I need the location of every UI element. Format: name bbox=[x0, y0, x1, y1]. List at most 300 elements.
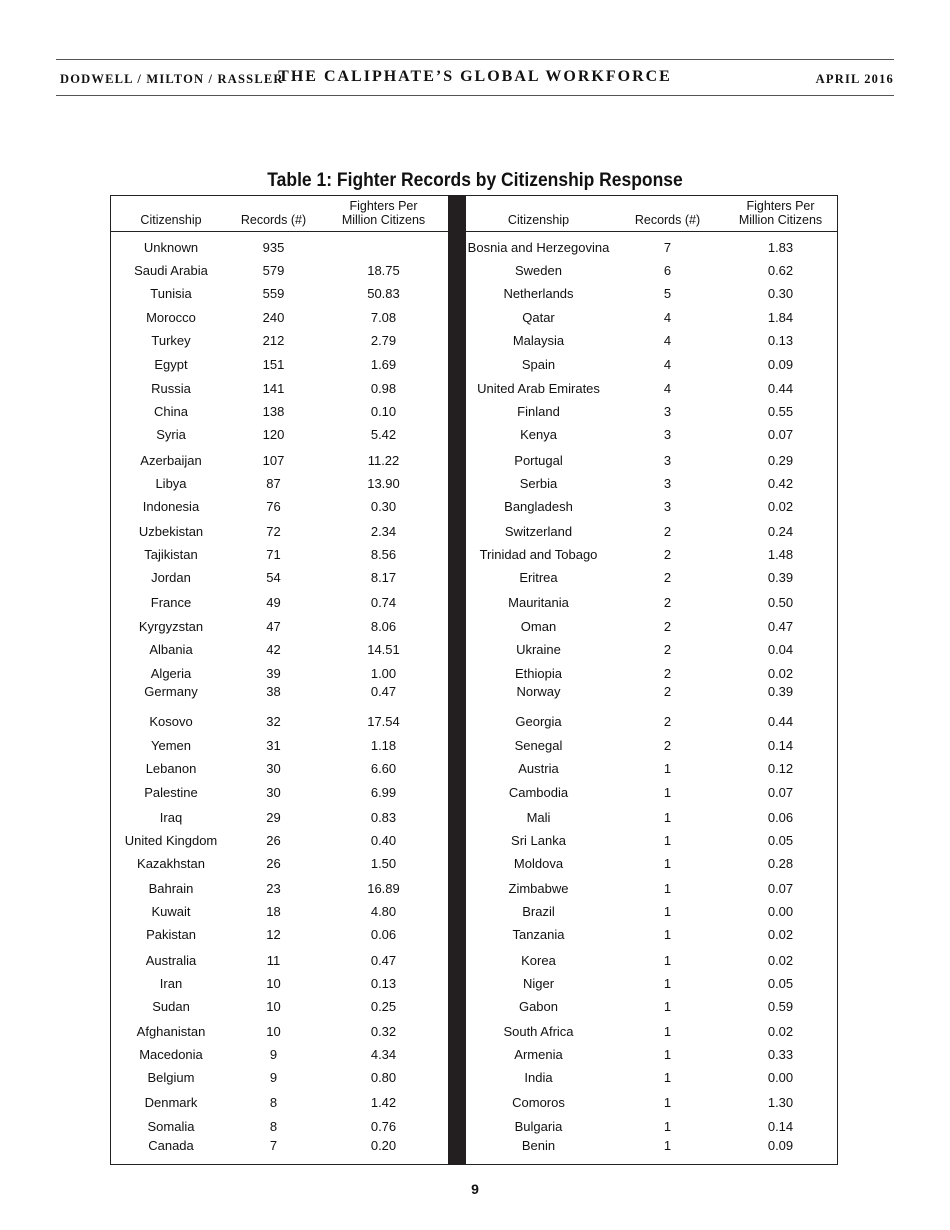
cell-fighters-per-million: 50.83 bbox=[367, 286, 400, 301]
cell-fighters-per-million: 6.60 bbox=[370, 761, 397, 776]
cell-citizenship: Cambodia bbox=[508, 785, 569, 800]
cell-fighters-per-million: 6.99 bbox=[370, 785, 397, 800]
cell-fighters-per-million: 4.34 bbox=[370, 1047, 397, 1062]
cell-fighters-per-million: 7.08 bbox=[370, 310, 397, 325]
cell-citizenship: Bulgaria bbox=[514, 1119, 563, 1134]
cell-fighters-per-million: 0.47 bbox=[767, 619, 794, 634]
table-row bbox=[111, 357, 450, 375]
cell-citizenship: Portugal bbox=[514, 453, 563, 468]
cell-fighters-per-million: 0.40 bbox=[370, 833, 397, 848]
table-row bbox=[465, 1138, 837, 1156]
cell-fighters-per-million: 0.07 bbox=[767, 785, 794, 800]
table-row bbox=[465, 1095, 837, 1113]
header-top-rule bbox=[56, 59, 894, 60]
table-row bbox=[465, 570, 837, 588]
cell-records: 18 bbox=[266, 904, 281, 919]
table-row bbox=[465, 976, 837, 994]
cell-fighters-per-million: 1.30 bbox=[767, 1095, 794, 1110]
cell-fighters-per-million: 2.34 bbox=[370, 524, 397, 539]
cell-fighters-per-million: 0.25 bbox=[370, 999, 397, 1014]
cell-citizenship: Switzerland bbox=[504, 524, 573, 539]
cell-fighters-per-million: 13.90 bbox=[367, 476, 400, 491]
cell-citizenship: Denmark bbox=[144, 1095, 198, 1110]
cell-records: 120 bbox=[262, 427, 285, 442]
cell-fighters-per-million: 0.33 bbox=[767, 1047, 794, 1062]
cell-fighters-per-million: 0.07 bbox=[767, 427, 794, 442]
table-row bbox=[111, 286, 450, 304]
header-date: APRIL 2016 bbox=[815, 72, 894, 86]
cell-fighters-per-million: 0.42 bbox=[767, 476, 794, 491]
table-row bbox=[111, 1024, 450, 1042]
cell-records: 1 bbox=[663, 953, 672, 968]
header-bottom-rule bbox=[56, 95, 894, 96]
cell-records: 26 bbox=[266, 856, 281, 871]
cell-records: 3 bbox=[663, 476, 672, 491]
cell-records: 3 bbox=[663, 427, 672, 442]
table-row bbox=[465, 904, 837, 922]
cell-records: 559 bbox=[262, 286, 285, 301]
cell-citizenship: Turkey bbox=[151, 333, 191, 348]
cell-citizenship: South Africa bbox=[503, 1024, 574, 1039]
cell-fighters-per-million: 18.75 bbox=[367, 263, 400, 278]
table-row bbox=[465, 499, 837, 517]
cell-citizenship: Benin bbox=[521, 1138, 556, 1153]
cell-records: 212 bbox=[262, 333, 285, 348]
cell-fighters-per-million: 14.51 bbox=[367, 642, 400, 657]
table-row bbox=[111, 595, 450, 613]
cell-citizenship: Unknown bbox=[143, 240, 199, 255]
table-row bbox=[111, 999, 450, 1017]
table-row bbox=[111, 427, 450, 445]
cell-records: 2 bbox=[663, 738, 672, 753]
cell-fighters-per-million: 0.14 bbox=[767, 738, 794, 753]
cell-records: 54 bbox=[266, 570, 281, 585]
cell-citizenship: Bangladesh bbox=[504, 499, 573, 514]
table-row bbox=[465, 1047, 837, 1065]
cell-citizenship: Algeria bbox=[150, 666, 192, 681]
cell-records: 141 bbox=[262, 381, 285, 396]
cell-records: 1 bbox=[663, 976, 672, 991]
cell-records: 29 bbox=[266, 810, 281, 825]
table-row bbox=[111, 1047, 450, 1065]
cell-records: 9 bbox=[269, 1047, 278, 1062]
cell-citizenship: Trinidad and Tobago bbox=[479, 547, 598, 562]
table-row bbox=[111, 684, 450, 702]
header-title: THE CALIPHATE’S GLOBAL WORKFORCE bbox=[278, 68, 672, 85]
table-row bbox=[111, 404, 450, 422]
cell-records: 32 bbox=[266, 714, 281, 729]
cell-citizenship: Australia bbox=[145, 953, 197, 968]
table-row bbox=[111, 714, 450, 732]
cell-citizenship: Morocco bbox=[146, 310, 196, 325]
cell-records: 1 bbox=[663, 904, 672, 919]
cell-records: 71 bbox=[266, 547, 281, 562]
cell-records: 2 bbox=[663, 666, 672, 681]
cell-fighters-per-million: 0.80 bbox=[370, 1070, 397, 1085]
cell-citizenship: Gabon bbox=[518, 999, 559, 1014]
cell-citizenship: Sri Lanka bbox=[511, 833, 566, 848]
cell-records: 3 bbox=[663, 499, 672, 514]
cell-citizenship: Saudi Arabia bbox=[134, 263, 208, 278]
cell-fighters-per-million: 0.50 bbox=[767, 595, 794, 610]
table-row bbox=[465, 666, 837, 684]
cell-citizenship: Spain bbox=[521, 357, 556, 372]
table-row bbox=[111, 904, 450, 922]
table-row bbox=[111, 619, 450, 637]
table-row bbox=[465, 357, 837, 375]
table-left-panel bbox=[110, 195, 450, 1165]
cell-citizenship: Qatar bbox=[522, 310, 555, 325]
cell-fighters-per-million: 8.06 bbox=[370, 619, 397, 634]
cell-fighters-per-million: 0.47 bbox=[370, 953, 397, 968]
cell-records: 76 bbox=[266, 499, 281, 514]
cell-citizenship: Moldova bbox=[513, 856, 564, 871]
table-row bbox=[111, 881, 450, 899]
table-row bbox=[111, 547, 450, 565]
table-row bbox=[465, 785, 837, 803]
cell-fighters-per-million: 0.32 bbox=[370, 1024, 397, 1039]
cell-citizenship: China bbox=[154, 404, 188, 419]
cell-citizenship: India bbox=[524, 1070, 553, 1085]
cell-citizenship: Lebanon bbox=[145, 761, 197, 776]
cell-citizenship: Afghanistan bbox=[136, 1024, 206, 1039]
col-header-records: Records (#) bbox=[634, 213, 701, 227]
cell-fighters-per-million: 1.42 bbox=[370, 1095, 397, 1110]
cell-records: 30 bbox=[266, 761, 281, 776]
cell-citizenship: Mauritania bbox=[508, 595, 569, 610]
table-row bbox=[465, 1024, 837, 1042]
cell-citizenship: Somalia bbox=[147, 1119, 195, 1134]
cell-records: 4 bbox=[663, 357, 672, 372]
table-row bbox=[465, 619, 837, 637]
cell-records: 1 bbox=[663, 999, 672, 1014]
table-row bbox=[111, 1119, 450, 1137]
table-row bbox=[111, 499, 450, 517]
cell-records: 72 bbox=[266, 524, 281, 539]
cell-records: 5 bbox=[663, 286, 672, 301]
cell-records: 1 bbox=[663, 1095, 672, 1110]
cell-fighters-per-million: 0.74 bbox=[370, 595, 397, 610]
table-row bbox=[465, 263, 837, 281]
cell-citizenship: Malaysia bbox=[512, 333, 565, 348]
cell-citizenship: Sudan bbox=[152, 999, 190, 1014]
cell-citizenship: Kazakhstan bbox=[137, 856, 205, 871]
cell-records: 4 bbox=[663, 381, 672, 396]
cell-citizenship: Austria bbox=[518, 761, 559, 776]
cell-fighters-per-million: 0.09 bbox=[767, 1138, 794, 1153]
table-title: Table 1: Fighter Records by Citizenship Response bbox=[267, 170, 683, 191]
cell-fighters-per-million: 8.17 bbox=[370, 570, 397, 585]
cell-citizenship: France bbox=[150, 595, 192, 610]
cell-fighters-per-million: 0.13 bbox=[767, 333, 794, 348]
header-authors: DODWELL / MILTON / RASSLER bbox=[60, 72, 284, 86]
cell-records: 1 bbox=[663, 810, 672, 825]
cell-records: 12 bbox=[266, 927, 281, 942]
table-row bbox=[111, 833, 450, 851]
cell-fighters-per-million: 0.47 bbox=[370, 684, 397, 699]
table-row bbox=[111, 785, 450, 803]
cell-records: 2 bbox=[663, 684, 672, 699]
cell-records: 11 bbox=[266, 953, 281, 968]
cell-fighters-per-million: 8.56 bbox=[370, 547, 397, 562]
cell-records: 1 bbox=[663, 1070, 672, 1085]
cell-citizenship: Tanzania bbox=[512, 927, 565, 942]
cell-fighters-per-million: 0.83 bbox=[370, 810, 397, 825]
cell-citizenship: Indonesia bbox=[142, 499, 200, 514]
cell-records: 39 bbox=[266, 666, 281, 681]
table-row bbox=[111, 240, 450, 258]
column-divider bbox=[448, 195, 466, 1165]
cell-records: 1 bbox=[663, 881, 672, 896]
table-row bbox=[111, 453, 450, 471]
cell-fighters-per-million: 16.89 bbox=[367, 881, 400, 896]
cell-records: 26 bbox=[266, 833, 281, 848]
cell-records: 1 bbox=[663, 1047, 672, 1062]
cell-records: 3 bbox=[663, 404, 672, 419]
table-row bbox=[465, 684, 837, 702]
table-row bbox=[465, 833, 837, 851]
cell-records: 47 bbox=[266, 619, 281, 634]
cell-records: 6 bbox=[663, 263, 672, 278]
cell-fighters-per-million: 0.39 bbox=[767, 684, 794, 699]
cell-citizenship: Tunisia bbox=[150, 286, 192, 301]
cell-fighters-per-million: 0.28 bbox=[767, 856, 794, 871]
cell-citizenship: Kosovo bbox=[149, 714, 193, 729]
table-row bbox=[111, 476, 450, 494]
cell-fighters-per-million: 11.22 bbox=[367, 453, 400, 468]
column-header-row bbox=[111, 196, 450, 232]
cell-citizenship: Egypt bbox=[154, 357, 188, 372]
table-row bbox=[465, 240, 837, 258]
cell-citizenship: United Arab Emirates bbox=[477, 381, 600, 396]
cell-records: 240 bbox=[262, 310, 285, 325]
cell-citizenship: Finland bbox=[517, 404, 560, 419]
cell-citizenship: Bahrain bbox=[148, 881, 194, 896]
cell-fighters-per-million: 1.84 bbox=[767, 310, 794, 325]
cell-records: 10 bbox=[266, 1024, 281, 1039]
cell-fighters-per-million: 0.44 bbox=[767, 381, 794, 396]
cell-fighters-per-million: 0.12 bbox=[767, 761, 794, 776]
cell-citizenship: Norway bbox=[516, 684, 561, 699]
cell-fighters-per-million: 0.02 bbox=[767, 666, 794, 681]
cell-records: 107 bbox=[262, 453, 285, 468]
table-row bbox=[111, 310, 450, 328]
table-row bbox=[111, 810, 450, 828]
cell-fighters-per-million: 0.14 bbox=[767, 1119, 794, 1134]
cell-citizenship: Niger bbox=[522, 976, 555, 991]
cell-records: 7 bbox=[663, 240, 672, 255]
cell-citizenship: Syria bbox=[156, 427, 186, 442]
cell-citizenship: Iran bbox=[159, 976, 183, 991]
table-row bbox=[465, 404, 837, 422]
cell-records: 2 bbox=[663, 714, 672, 729]
table-row bbox=[465, 927, 837, 945]
cell-fighters-per-million: 0.62 bbox=[767, 263, 794, 278]
table-row bbox=[465, 453, 837, 471]
cell-citizenship: Albania bbox=[149, 642, 193, 657]
cell-citizenship: Ukraine bbox=[516, 642, 561, 657]
table-row bbox=[111, 263, 450, 281]
cell-records: 579 bbox=[262, 263, 285, 278]
cell-citizenship: Eritrea bbox=[519, 570, 558, 585]
col-header-citizenship: Citizenship bbox=[507, 213, 570, 227]
cell-records: 138 bbox=[262, 404, 285, 419]
cell-records: 3 bbox=[663, 453, 672, 468]
cell-citizenship: Kuwait bbox=[151, 904, 191, 919]
table-row bbox=[111, 976, 450, 994]
cell-records: 4 bbox=[663, 333, 672, 348]
cell-citizenship: Uzbekistan bbox=[138, 524, 204, 539]
cell-fighters-per-million: 0.00 bbox=[767, 1070, 794, 1085]
cell-citizenship: Iraq bbox=[159, 810, 183, 825]
cell-fighters-per-million: 1.18 bbox=[370, 738, 397, 753]
cell-fighters-per-million: 0.02 bbox=[767, 1024, 794, 1039]
table-row bbox=[465, 810, 837, 828]
cell-citizenship: Germany bbox=[144, 684, 198, 699]
cell-citizenship: United Kingdom bbox=[124, 833, 218, 848]
table-row bbox=[465, 714, 837, 732]
cell-citizenship: Oman bbox=[520, 619, 557, 634]
cell-records: 2 bbox=[663, 595, 672, 610]
cell-citizenship: Libya bbox=[155, 476, 187, 491]
table-row bbox=[111, 738, 450, 756]
table-right-panel bbox=[465, 195, 838, 1165]
cell-citizenship: Mali bbox=[526, 810, 551, 825]
cell-records: 10 bbox=[266, 976, 281, 991]
cell-records: 2 bbox=[663, 524, 672, 539]
cell-records: 2 bbox=[663, 619, 672, 634]
table-row bbox=[111, 927, 450, 945]
cell-records: 30 bbox=[266, 785, 281, 800]
table-row bbox=[111, 1138, 450, 1156]
cell-fighters-per-million: 1.50 bbox=[370, 856, 397, 871]
cell-citizenship: Russia bbox=[151, 381, 191, 396]
cell-fighters-per-million: 1.00 bbox=[370, 666, 397, 681]
cell-fighters-per-million: 0.24 bbox=[767, 524, 794, 539]
cell-records: 2 bbox=[663, 547, 672, 562]
cell-fighters-per-million: 0.30 bbox=[370, 499, 397, 514]
col-header-fighters-per-million: Fighters Per Million Citizens bbox=[341, 199, 426, 227]
cell-citizenship: Jordan bbox=[151, 570, 191, 585]
cell-fighters-per-million: 0.10 bbox=[370, 404, 397, 419]
cell-records: 4 bbox=[663, 310, 672, 325]
cell-fighters-per-million: 0.30 bbox=[767, 286, 794, 301]
table-row bbox=[111, 953, 450, 971]
cell-records: 1 bbox=[663, 927, 672, 942]
cell-citizenship: Tajikistan bbox=[144, 547, 198, 562]
cell-records: 8 bbox=[269, 1119, 278, 1134]
cell-fighters-per-million: 1.69 bbox=[370, 357, 397, 372]
cell-citizenship: Sweden bbox=[515, 263, 562, 278]
cell-fighters-per-million: 0.06 bbox=[370, 927, 397, 942]
cell-records: 1 bbox=[663, 761, 672, 776]
cell-fighters-per-million: 0.44 bbox=[767, 714, 794, 729]
cell-fighters-per-million: 0.02 bbox=[767, 927, 794, 942]
table-row bbox=[465, 1070, 837, 1088]
table-row bbox=[465, 595, 837, 613]
table-row bbox=[465, 286, 837, 304]
cell-records: 1 bbox=[663, 1138, 672, 1153]
cell-citizenship: Armenia bbox=[514, 1047, 563, 1062]
cell-citizenship: Georgia bbox=[515, 714, 562, 729]
cell-fighters-per-million: 0.05 bbox=[767, 833, 794, 848]
table-row bbox=[111, 642, 450, 660]
table-row bbox=[465, 524, 837, 542]
cell-fighters-per-million: 0.76 bbox=[370, 1119, 397, 1134]
cell-records: 1 bbox=[663, 1024, 672, 1039]
cell-records: 9 bbox=[269, 1070, 278, 1085]
cell-citizenship: Senegal bbox=[514, 738, 563, 753]
cell-citizenship: Bosnia and Herzegovina bbox=[467, 240, 610, 255]
table-row bbox=[111, 856, 450, 874]
cell-fighters-per-million: 2.79 bbox=[370, 333, 397, 348]
table-row bbox=[111, 524, 450, 542]
cell-citizenship: Serbia bbox=[519, 476, 558, 491]
cell-fighters-per-million: 0.98 bbox=[370, 381, 397, 396]
table-row bbox=[465, 738, 837, 756]
table-row bbox=[111, 381, 450, 399]
cell-records: 1 bbox=[663, 833, 672, 848]
table-row bbox=[465, 1119, 837, 1137]
cell-fighters-per-million: 0.09 bbox=[767, 357, 794, 372]
cell-fighters-per-million: 1.48 bbox=[767, 547, 794, 562]
cell-records: 1 bbox=[663, 856, 672, 871]
cell-fighters-per-million: 0.05 bbox=[767, 976, 794, 991]
cell-citizenship: Belgium bbox=[147, 1070, 195, 1085]
cell-fighters-per-million: 0.06 bbox=[767, 810, 794, 825]
cell-fighters-per-million: 0.20 bbox=[370, 1138, 397, 1153]
cell-records: 151 bbox=[262, 357, 285, 372]
page-number: 9 bbox=[471, 1181, 479, 1197]
cell-records: 49 bbox=[266, 595, 281, 610]
cell-records: 10 bbox=[266, 999, 281, 1014]
cell-citizenship: Brazil bbox=[522, 904, 555, 919]
cell-fighters-per-million: 4.80 bbox=[370, 904, 397, 919]
cell-fighters-per-million: 0.29 bbox=[767, 453, 794, 468]
table-row bbox=[111, 761, 450, 779]
cell-records: 935 bbox=[262, 240, 285, 255]
cell-citizenship: Yemen bbox=[151, 738, 191, 753]
cell-citizenship: Zimbabwe bbox=[508, 881, 569, 896]
col-header-records: Records (#) bbox=[240, 213, 307, 227]
table-row bbox=[465, 761, 837, 779]
table-row bbox=[465, 999, 837, 1017]
cell-fighters-per-million: 0.39 bbox=[767, 570, 794, 585]
cell-citizenship: Canada bbox=[148, 1138, 194, 1153]
cell-citizenship: Korea bbox=[521, 953, 556, 968]
cell-fighters-per-million: 0.07 bbox=[767, 881, 794, 896]
table-row bbox=[465, 310, 837, 328]
table-row bbox=[111, 570, 450, 588]
cell-records: 87 bbox=[266, 476, 281, 491]
table-row bbox=[465, 642, 837, 660]
cell-citizenship: Palestine bbox=[144, 785, 198, 800]
table-row bbox=[465, 476, 837, 494]
cell-fighters-per-million: 0.04 bbox=[767, 642, 794, 657]
table-row bbox=[465, 333, 837, 351]
cell-records: 31 bbox=[266, 738, 281, 753]
cell-fighters-per-million: 0.02 bbox=[767, 953, 794, 968]
cell-fighters-per-million: 5.42 bbox=[370, 427, 397, 442]
cell-records: 23 bbox=[266, 881, 281, 896]
cell-records: 8 bbox=[269, 1095, 278, 1110]
cell-citizenship: Kyrgyzstan bbox=[138, 619, 204, 634]
cell-fighters-per-million: 0.02 bbox=[767, 499, 794, 514]
col-header-fighters-per-million: Fighters Per Million Citizens bbox=[738, 199, 823, 227]
cell-citizenship: Macedonia bbox=[139, 1047, 203, 1062]
cell-records: 1 bbox=[663, 785, 672, 800]
cell-records: 7 bbox=[269, 1138, 278, 1153]
